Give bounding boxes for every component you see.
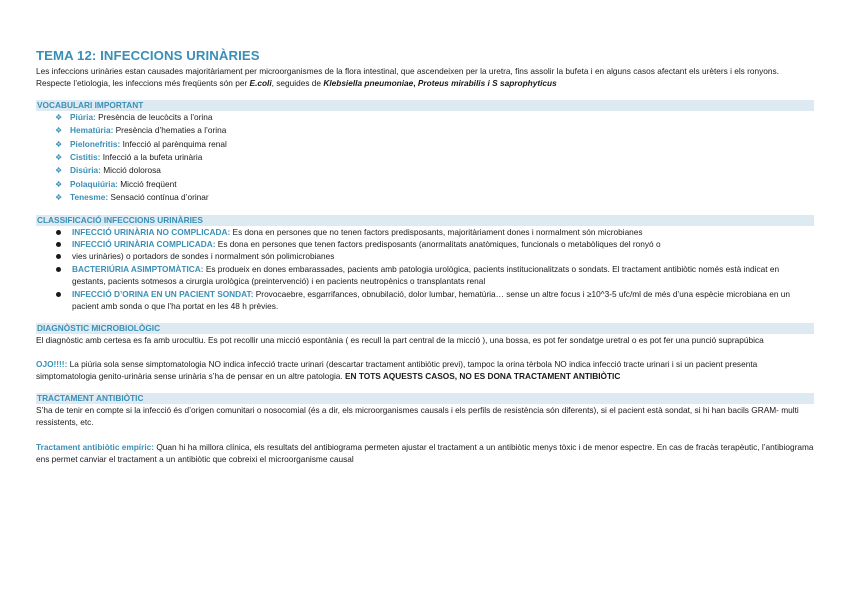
ojo-paragraph	[36, 358, 814, 383]
diamond-bullet-icon: ❖	[55, 166, 63, 176]
vocab-definition: Infecció a la bufeta urinària	[100, 152, 203, 163]
vocab-item	[55, 151, 814, 164]
classificacio-definition: Es dona en persones que tenen factors predisposants (anormalitats anatòmiques, funcionals o metabòliques del ronyó o	[215, 239, 661, 250]
intro-text: Les infeccions urinàries estan causades majoritàriament per microorganismes de la flora intestinal, que ascendeixen per la uretra, fins assolir la bufeta i en alguns casos afectant els urèters i els ronyons. Respecte l’etiologia, les infeccions més freqüents són per	[36, 66, 779, 89]
page-title: TEMA 12: INFECCIONS URINÀRIES	[36, 48, 260, 63]
bullet-dot-icon	[56, 230, 61, 235]
classificacio-definition: vies urinàries) o portadors de sondes i normalment són polimicrobianes	[72, 251, 335, 262]
empiric-label: Tractament antibiòtic empíric:	[36, 441, 155, 452]
diagnostic-heading: DIAGNÒSTIC MICROBIOLÒGIC	[36, 323, 814, 334]
vocab-term: Pielonefritis:	[70, 138, 121, 149]
classificacio-term: INFECCIÓ D’ORINA EN UN PACIENT SONDAT:	[72, 288, 254, 299]
vocab-item	[55, 124, 814, 137]
organism-ecoli: E.coli	[249, 78, 272, 89]
vocab-term: Cistitis:	[70, 152, 101, 163]
vocab-term: Polaquiúria:	[70, 178, 118, 189]
intro-connector: , seguides de	[271, 78, 324, 89]
vocab-item	[55, 178, 814, 191]
vocab-term: Tenesme:	[70, 192, 109, 203]
intro-paragraph	[36, 65, 814, 90]
classificacio-term: BACTERIÚRIA ASIMPTOMÀTICA:	[72, 263, 204, 274]
vocab-term: Hematúria:	[70, 125, 114, 136]
vocab-heading: VOCABULARI IMPORTANT	[36, 100, 814, 111]
vocab-list	[36, 111, 814, 205]
classificacio-item	[55, 226, 814, 238]
vocab-definition: Presència de leucòcits a l’orina	[95, 111, 213, 122]
classificacio-term: INFECCIÓ URINÀRIA NO COMPLICADA:	[72, 226, 231, 237]
classificacio-definition: Provocaebre, esgarrifances, obnubilació, dolor lumbar, hematúria… sense un altre focus i ≥10^3-5 ufc/ml de més d’una espècie microbiana en un pacient amb sonda o que l’ha portat en les 48 h prèvies.	[72, 288, 790, 312]
empiric-text: Quan hi ha millora clínica, els resultats del antibiograma permeten ajustar el tractament a un antibiòtic menys tòxic i de menor espectre. En cas de fracàs terapèutic, l’antibiograma ens permet canviar el tractament a un antibiòtic que cobreixi el microorganisme causal	[36, 441, 814, 464]
vocab-definition: Micció freqüent	[117, 178, 177, 189]
vocab-definition: Sensació contínua d’orinar	[108, 192, 209, 203]
vocab-item	[55, 164, 814, 177]
classificacio-item	[55, 238, 814, 250]
vocab-item	[55, 111, 814, 124]
diamond-bullet-icon: ❖	[55, 139, 63, 149]
bullet-dot-icon	[56, 242, 61, 247]
classificacio-list	[36, 226, 814, 313]
vocab-item	[55, 138, 814, 151]
classificacio-heading: CLASSIFICACIÓ INFECCIONS URINÀRIES	[36, 215, 814, 226]
tractament-heading: TRACTAMENT ANTIBIÒTIC	[36, 393, 814, 404]
bullet-dot-icon	[56, 292, 61, 297]
classificacio-item	[55, 250, 814, 262]
vocab-item	[55, 191, 814, 204]
intro-and: i	[485, 78, 493, 89]
diamond-bullet-icon: ❖	[55, 112, 63, 122]
classificacio-definition: Es dona en persones que no tenen factors predisposants, majoritàriament dones i normalment són microbianes	[230, 226, 643, 237]
diamond-bullet-icon: ❖	[55, 193, 63, 203]
intro-separator: ,	[413, 78, 418, 89]
vocab-definition: Presència d’hematies a l’orina	[113, 125, 227, 136]
tractament-paragraph: S’ha de tenir en compte si la infecció és d’origen comunitari o nosocomial (és a dir, els microorganismes causals i els perfils de resistència són diferents), si el pacient està sondat, si hi han bacils GRAM- multi ressistents, etc.	[36, 404, 799, 428]
ojo-text: La piúria sola sense simptomatologia NO indica infecció tracte urinari (descartar tractament antibiòtic previ), tampoc la orina tèrbola NO indica infecció tracte urinari i si un pacient presenta simptomatologia genito-urinària sense urinària s’ha de pensar en un altre patologia.	[36, 358, 758, 382]
classificacio-item	[55, 288, 814, 313]
vocab-definition: Infecció al parènquima renal	[120, 138, 227, 149]
vocab-term: Disúria:	[70, 165, 101, 176]
vocab-term: Piúria:	[70, 111, 96, 122]
ojo-emphasis: EN TOTS AQUESTS CASOS, NO ES DONA TRACTAMENT ANTIBIÒTIC	[345, 371, 621, 382]
diamond-bullet-icon: ❖	[55, 126, 63, 136]
ojo-label: OJO!!!!:	[36, 358, 68, 369]
classificacio-item	[55, 263, 814, 288]
classificacio-term: INFECCIÓ URINÀRIA COMPLICADA:	[72, 239, 216, 250]
organism-klebsiella: Klebsiella pneumoniae	[323, 78, 414, 89]
vocab-definition: Micció dolorosa	[100, 165, 161, 176]
bullet-dot-icon	[56, 267, 61, 272]
classificacio-definition: Es produeix en dones embarassades, pacients amb patologia urològica, pacients institucionalitzats o sondats. El tractament antibiòtic només està indicat en gestants, pacients sotmesos a cirurgia urològica (preintervenció) i en pacients neutropènics o transplantats renal	[72, 263, 780, 287]
organism-saprophyticus: S saprophyticus	[492, 78, 557, 89]
organism-proteus: Proteus mirabilis	[417, 78, 486, 89]
empiric-paragraph	[36, 441, 814, 466]
diagnostic-paragraph: El diagnòstic amb certesa es fa amb urocultiu. Es pot recollir una micció espontània ( es recull la part central de la micció ), una bossa, es pot fer sondatge uretral o es pot fer una punció suprapúbica	[36, 334, 764, 345]
bullet-dot-icon	[56, 254, 61, 259]
diamond-bullet-icon: ❖	[55, 179, 63, 189]
diamond-bullet-icon: ❖	[55, 153, 63, 163]
